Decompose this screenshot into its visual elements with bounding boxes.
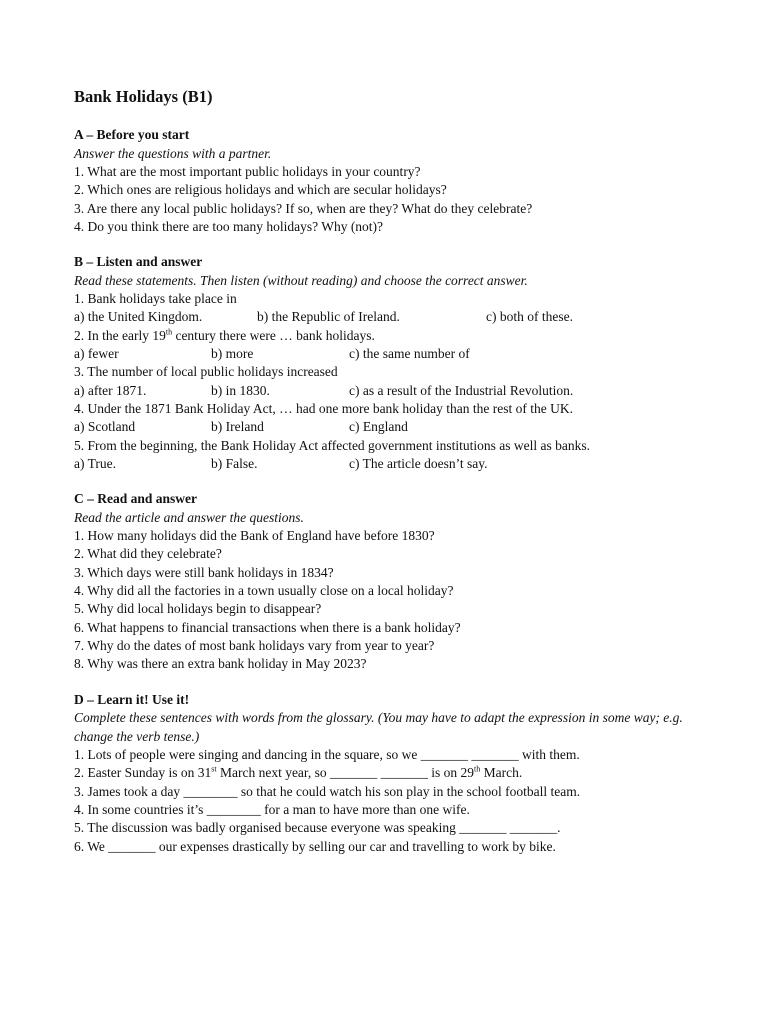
question-item: 3. Which days were still bank holidays in 1834? (74, 564, 334, 580)
option-c: c) both of these. (486, 309, 573, 325)
option-b: b) more (211, 346, 254, 362)
statement-item: 3. The number of local public holidays increased (74, 364, 338, 380)
option-a: a) fewer (74, 346, 119, 362)
question-item: 1. How many holidays did the Bank of England have before 1830? (74, 528, 435, 544)
option-c: c) England (349, 419, 408, 435)
answer-options (74, 308, 694, 326)
question-item: 1. What are the most important public holidays in your country? (74, 164, 421, 179)
question-item: 2. Which ones are religious holidays and which are secular holidays? (74, 182, 447, 198)
question-item: 4. Do you think there are too many holidays? Why (not)? (74, 218, 384, 234)
statement-item: 5. From the beginning, the Bank Holiday Act affected government institutions as well as banks. (74, 437, 591, 453)
sentence-item: 3. James took a day ________ so that he could watch his son play in the school football team. (74, 783, 581, 799)
section-b-instruction: Read these statements. Then listen (without reading) and choose the correct answer. (74, 272, 528, 288)
section-b (74, 253, 694, 473)
option-c: c) The article doesn’t say. (349, 455, 488, 471)
section-d-instruction: Complete these sentences with words from the glossary. (You may have to adapt the expression in some way; e.g. change the verb tense.) (74, 710, 683, 744)
worksheet (74, 86, 694, 873)
section-d-heading: D – Learn it! Use it! (74, 691, 190, 707)
section-c-heading: C – Read and answer (74, 491, 198, 507)
question-item: 5. Why did local holidays begin to disappear? (74, 601, 322, 617)
section-a-instruction: Answer the questions with a partner. (74, 145, 272, 161)
sentence-item: 2. Easter Sunday is on 31st March next year, so _______ _______ is on 29th March. (74, 764, 523, 781)
question-item: 3. Are there any local public holidays? If so, when are they? What do they celebrate? (74, 200, 533, 216)
page-title: Bank Holidays (B1) (74, 87, 213, 106)
sentence-item: 5. The discussion was badly organised because everyone was speaking _______ _______. (74, 820, 561, 836)
answer-options (74, 455, 694, 473)
question-item: 7. Why do the dates of most bank holidays vary from year to year? (74, 637, 435, 653)
question-item: 2. What did they celebrate? (74, 546, 222, 562)
option-b: b) Ireland (211, 419, 264, 435)
statement-item: 1. Bank holidays take place in (74, 291, 237, 307)
option-c: c) as a result of the Industrial Revolution. (349, 382, 574, 398)
question-item: 8. Why was there an extra bank holiday in May 2023? (74, 656, 367, 672)
option-a: a) Scotland (74, 419, 136, 435)
option-b: b) False. (211, 455, 258, 471)
option-b: b) in 1830. (211, 382, 270, 398)
answer-options (74, 345, 694, 363)
section-b-heading: B – Listen and answer (74, 254, 203, 270)
option-b: b) the Republic of Ireland. (257, 309, 400, 325)
question-item: 4. Why did all the factories in a town usually close on a local holiday? (74, 583, 454, 599)
statement-item: 4. Under the 1871 Bank Holiday Act, … had one more bank holiday than the rest of the UK. (74, 400, 574, 416)
section-a-heading: A – Before you start (74, 127, 190, 142)
sentence-item: 6. We _______ our expenses drastically by selling our car and travelling to work by bike. (74, 838, 556, 854)
section-a (74, 126, 694, 236)
answer-options (74, 418, 694, 436)
option-a: a) the United Kingdom. (74, 309, 203, 325)
answer-options (74, 382, 694, 400)
option-a: a) True. (74, 455, 117, 471)
sentence-item: 4. In some countries it’s ________ for a man to have more than one wife. (74, 801, 470, 817)
section-c-instruction: Read the article and answer the questions. (74, 509, 304, 525)
statement-item: 2. In the early 19th century there were … bank holidays. (74, 327, 375, 343)
option-a: a) after 1871. (74, 382, 147, 398)
option-c: c) the same number of (349, 346, 470, 362)
section-d (74, 691, 694, 856)
sentence-item: 1. Lots of people were singing and dancing in the square, so we _______ _______ with them. (74, 747, 580, 763)
section-c (74, 490, 694, 673)
question-item: 6. What happens to financial transactions when there is a bank holiday? (74, 619, 461, 635)
